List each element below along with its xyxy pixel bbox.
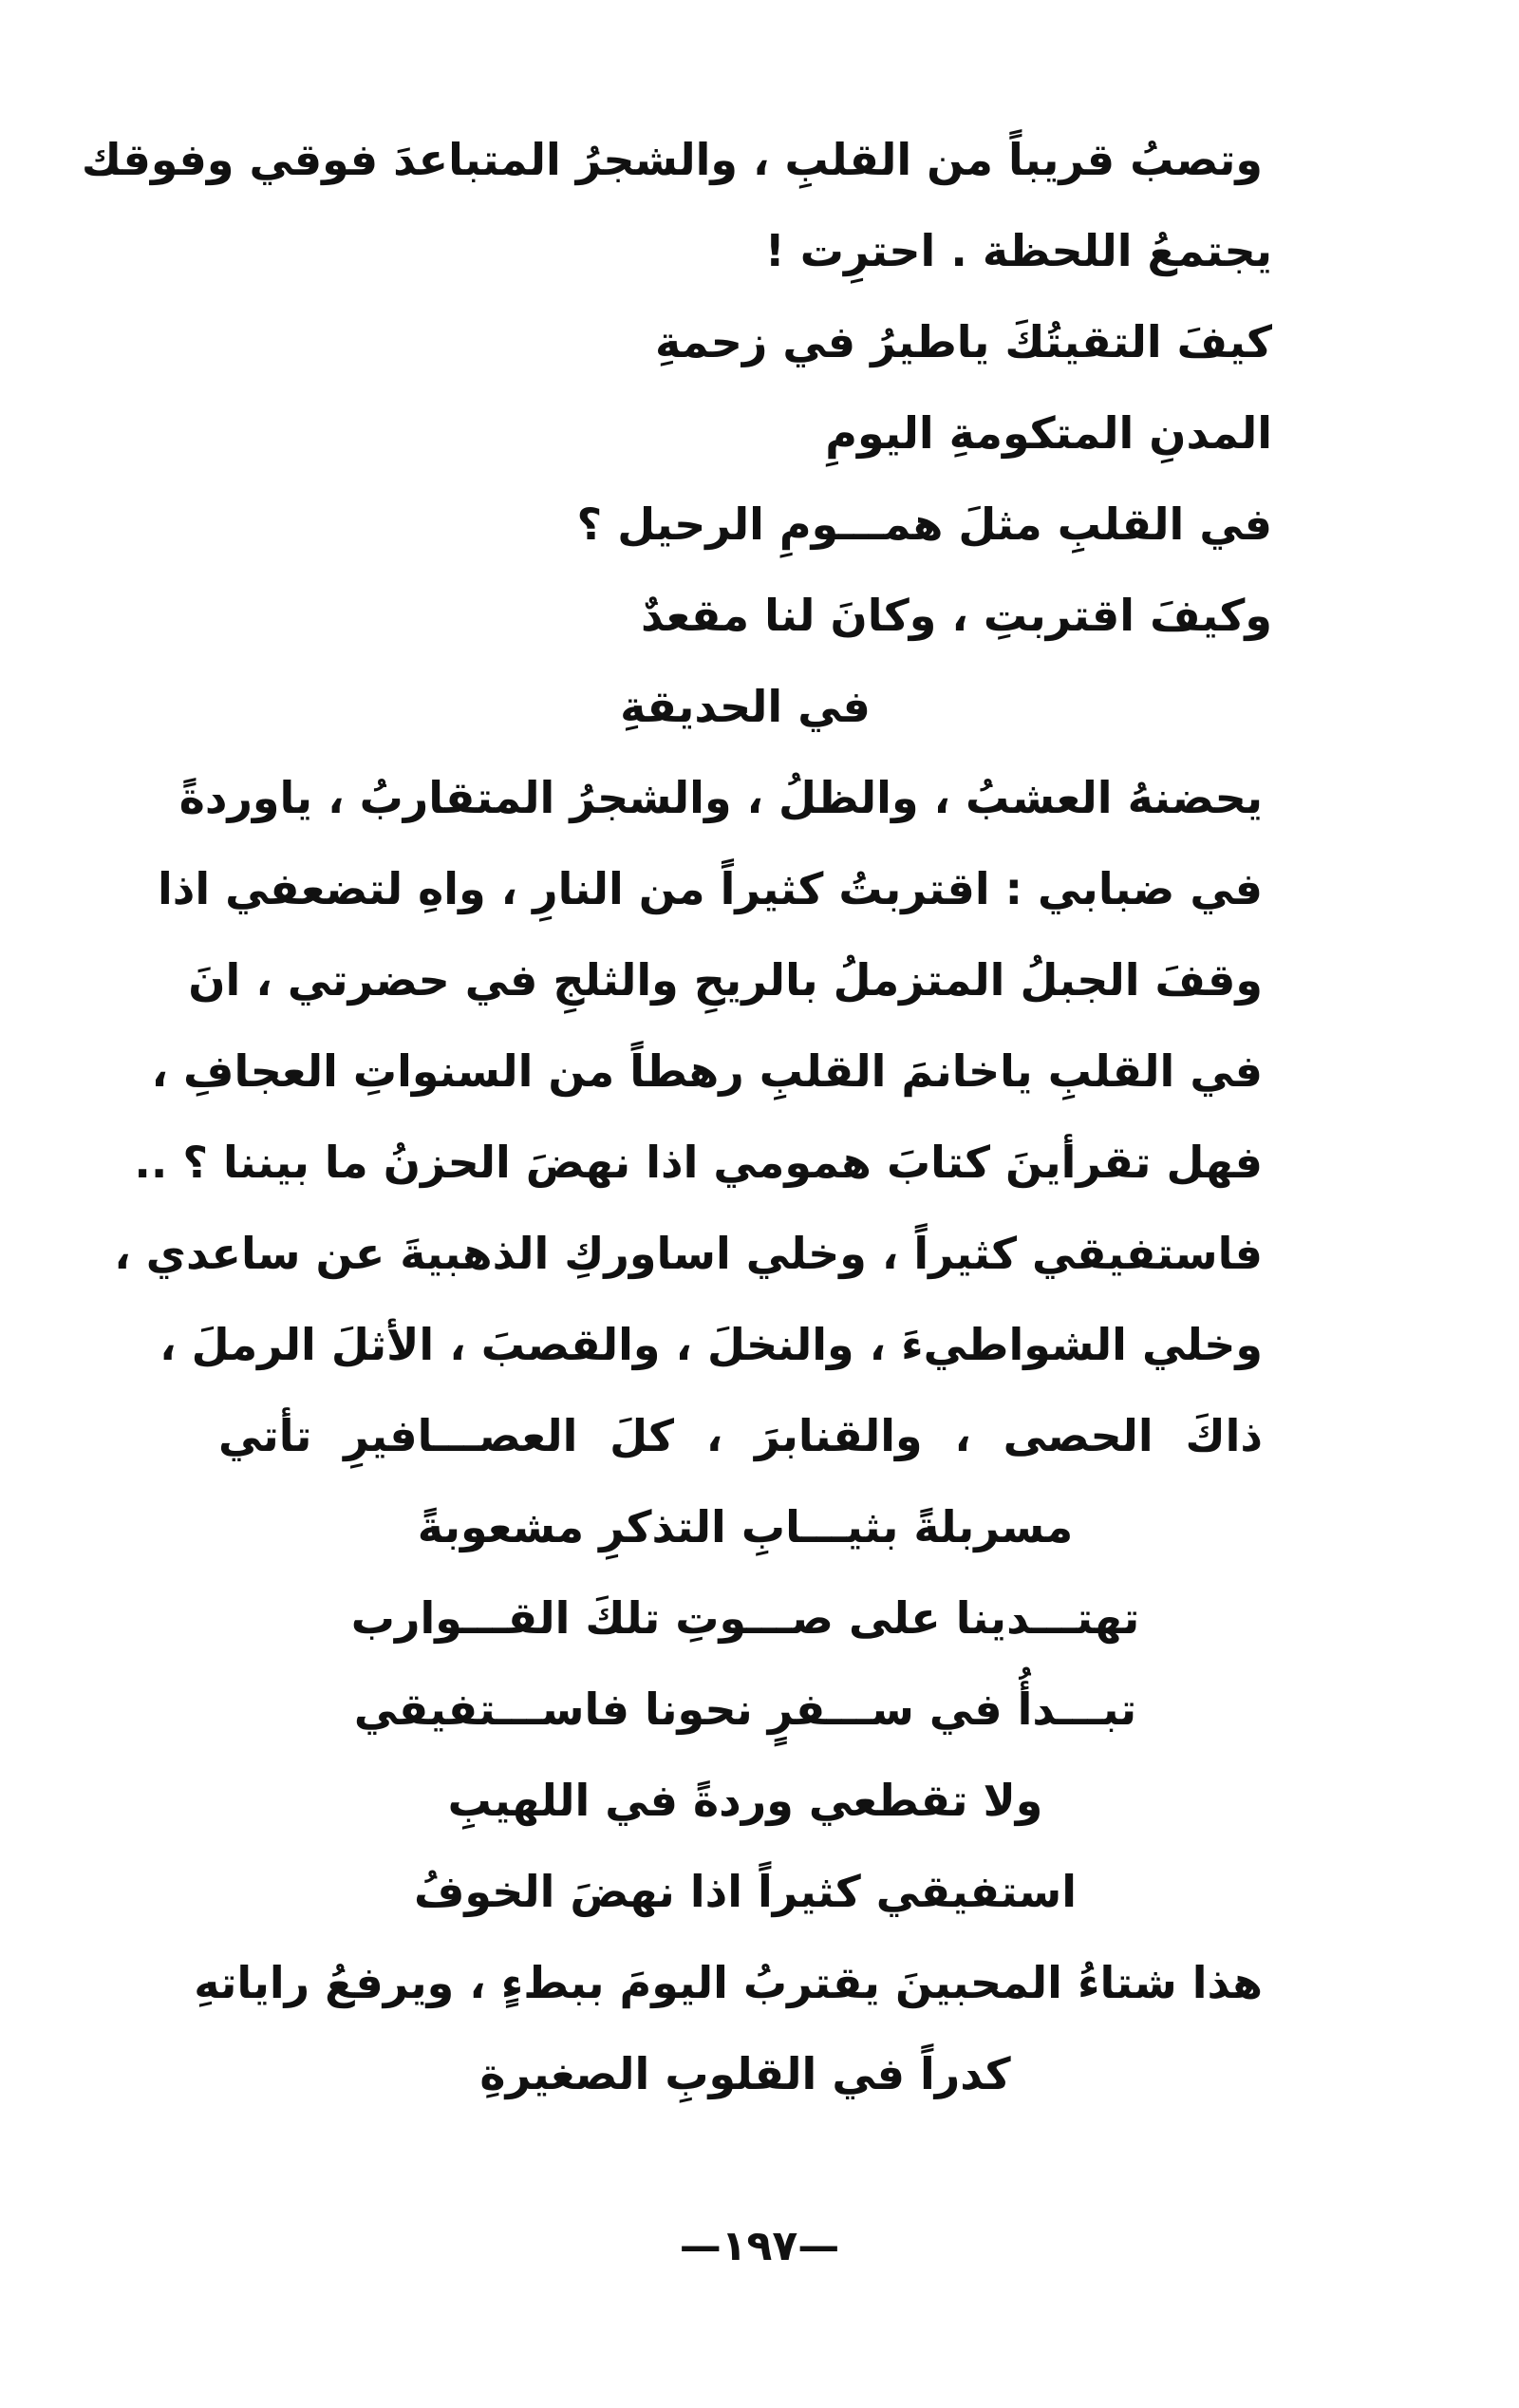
text-line-20: استفيقي كثيراً اذا نهضَ الخوفُ [413, 1866, 1078, 1917]
text-line-8: يحضنهُ العشبُ ، والظلُ ، والشجرُ المتقاربُ ، ياوردةً [178, 772, 1263, 823]
text-line-22: كدراً في القلوبِ الصغيرةِ [479, 2048, 1011, 2099]
text-line-12: فهل تقرأينَ كتابَ همومي اذا نهضَ الحزنُ ما بيننا ؟ .. [134, 1137, 1263, 1188]
text-line-13: فاستفيقي كثيراً ، وخلي اساوركِ الذهبيةَ عن ساعدي ، [114, 1228, 1263, 1279]
text-line-3: كيفَ التقيتُكَ ياطيرُ في زحمةِ [655, 316, 1272, 367]
text-line-5: في القلبِ مثلَ همـــومِ الرحيل ؟ [576, 499, 1272, 550]
text-line-2: يجتمعُ اللحظة . احترِت ! [764, 225, 1272, 276]
text-line-21: هذا شتاءُ المحبينَ يقتربُ اليومَ ببطءٍ ، ويرفعُ راياتهِ [194, 1957, 1263, 2008]
text-line-1: وتصبُ قريباً من القلبِ ، والشجرُ المتباعدَ فوقي وفوقك [81, 134, 1263, 185]
page-number: —١٩٧— [679, 2222, 840, 2270]
text-line-14: وخلي الشواطيءَ ، والنخلَ ، والقصبَ ، الأثلَ الرملَ ، [159, 1319, 1263, 1370]
text-line-18: تبـــدأُ في ســـفرٍ نحونا فاســـتفيقي [353, 1684, 1137, 1735]
text-line-4: المدنِ المتكومةِ اليومِ [825, 407, 1272, 459]
text-line-15: ذاكَ الحصى ، والقنابرَ ، كلَ العصـــافيرِ تأتي [218, 1410, 1263, 1461]
text-line-16: مسربلةً بثيـــابِ التذكرِ مشعوبةً [417, 1501, 1074, 1552]
text-line-19: ولا تقطعي وردةً في اللهيبِ [447, 1775, 1043, 1826]
text-line-10: وقفَ الجبلُ المتزملُ بالريحِ والثلجِ في حضرتي ، انَ [188, 954, 1263, 1006]
text-line-7: في الحديقةِ [620, 681, 871, 732]
text-line-6: وكيفَ اقتربتِ ، وكانَ لنا مقعدٌ [640, 590, 1272, 641]
poem-text [81, 114, 1272, 2119]
text-line-11: في القلبِ ياخانمَ القلبِ رهطاً من السنواتِ العجافِ ، [151, 1045, 1263, 1097]
text-line-9: في ضبابي : اقتربتُ كثيراً من النارِ ، واهِ لتضعفي اذا [157, 863, 1263, 914]
text-line-17: تهتـــدينا على صـــوتِ تلكَ القـــوارب [350, 1592, 1140, 1644]
